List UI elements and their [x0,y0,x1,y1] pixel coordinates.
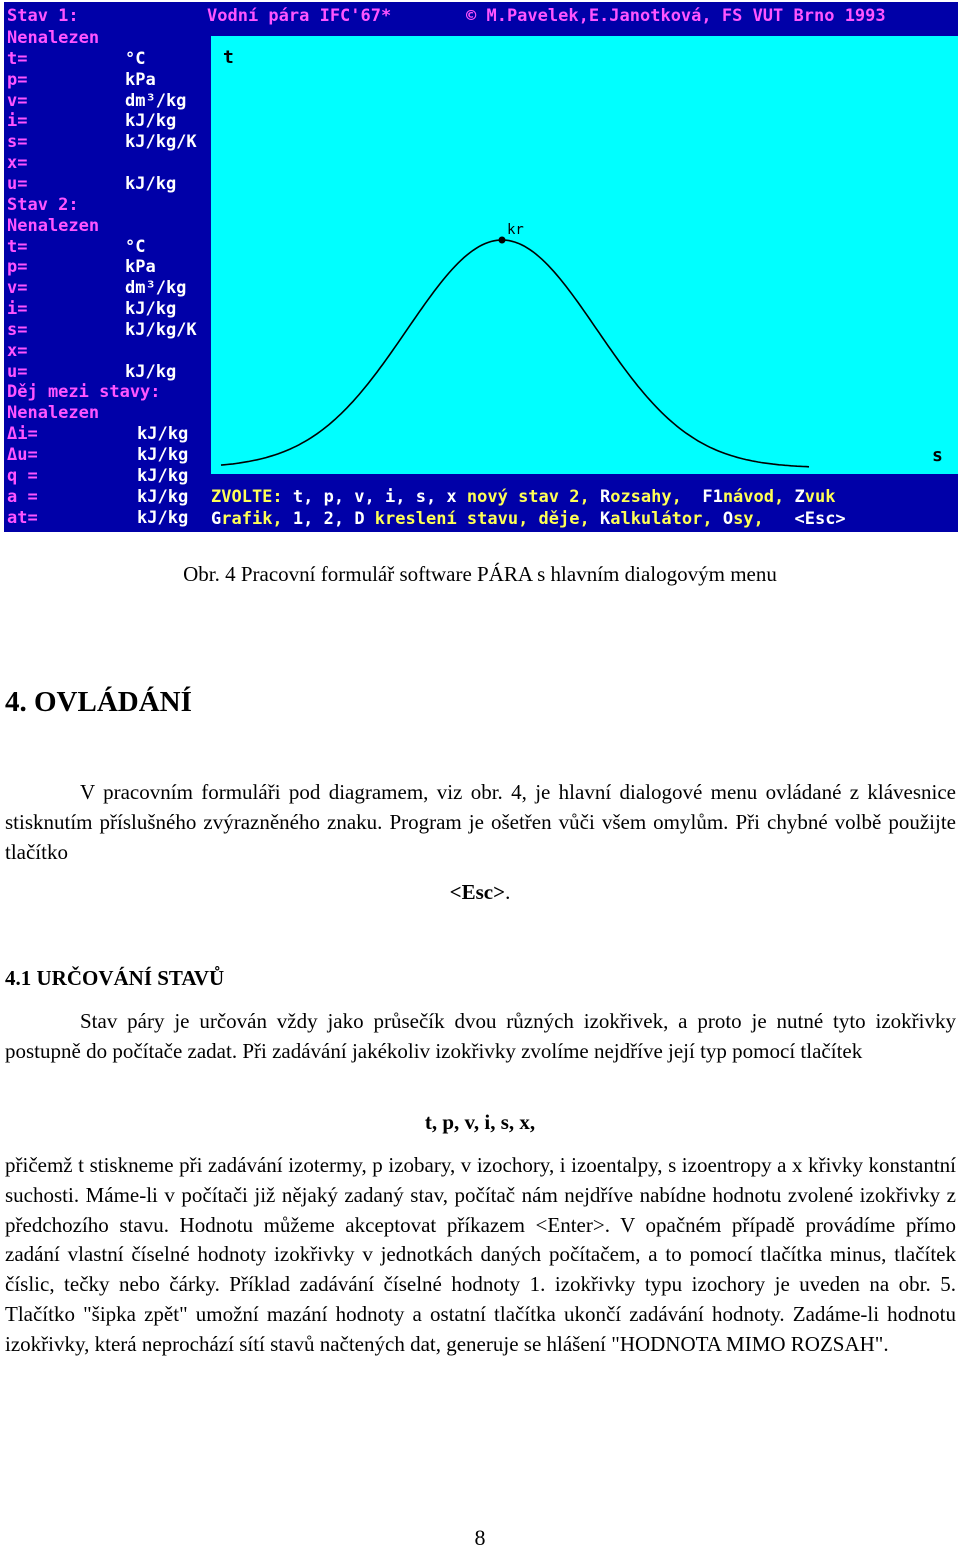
program-title: Vodní pára IFC'67* [207,6,392,26]
menu-text: ZVOLTE: [211,487,293,507]
menu-hotkey[interactable]: t, p, v, i, s, x [292,487,467,507]
state1-value-row [7,111,211,132]
subsection-heading: 4.1 URČOVÁNÍ STAVŮ [5,966,225,990]
state2-value-row [7,320,211,341]
process-value-unit: kJ/kg [137,424,189,445]
process-value-label: q = [7,465,38,486]
state2-value-label: s= [7,319,28,340]
process-heading-row [7,382,211,403]
state1-value-unit: kJ/kg [125,173,177,194]
authors-title: © M.Pavelek,E.Janotková, FS VUT Brno 1993 [466,6,886,26]
esc-key-line [0,880,960,905]
menu-text: návod, [722,487,795,507]
process-value-row [7,487,211,508]
menu-hotkey[interactable]: G [211,509,222,529]
y-axis-label: t [223,47,234,68]
state1-value-unit: °C [125,48,146,69]
state2-value-label: x= [7,340,28,361]
state2-value-row [7,257,211,278]
state2-value-label: u= [7,361,28,382]
critical-point-marker [499,237,506,244]
ts-diagram [211,36,958,474]
paragraph-2: Stav páry je určován vždy jako průsečík dvou různých izokřivek, a proto je nutné tyto izokřivky postupně do počítače zadat. Při zadávání jakékoliv izokřivky zvolíme nejdříve její typ pomocí tlačítek [5,1009,956,1063]
state1-title: Stav 1: [7,6,79,26]
saturation-curve [221,240,809,467]
state1-value-label: s= [7,132,28,153]
menu-hotkey[interactable]: O [722,509,734,529]
paragraph-3: přičemž t stiskneme při zadávání izotermy, p izobary, v izochory, i izoentalpy, s izoentropy a x křivky konstantní suchosti. Máme-li v počítači již nějaký zadaný stav, počítač nám nejdříve nabídne hodnotu zvolené izokřivky z předchozího stavu. Hodnotu můžeme akceptovat příkazem <Enter>. V opačném případě provádíme přímo zadání vlastní číselné hodnoty izokřivky v jednotkách daných počítačem, a to pomocí tlačítka minus, tlačítek číslic, tečky nebo čárky. Příklad zadávání číselné hodnoty 1. izokřivky typu izochory je uveden na obr. 5. Tlačítko "šipka zpět" umožní mazání hodnoty a ostatní tlačítka ukončí zadávání hodnoty. Zadáme-li hodnotu izokřivky, která neprochází sítí stavů načtených dat, generuje se hlášení "HODNOTA MIMO ROZSAH". [5,1153,956,1356]
state2-status-row [7,216,211,237]
state2-value-row [7,278,211,299]
menu-hotkey[interactable]: Z [794,487,805,507]
process-value-row [7,466,211,487]
state2-value-unit: kJ/kg [125,299,177,320]
section-heading: 4. OVLÁDÁNÍ [5,686,192,718]
state1-value-label: v= [7,90,28,111]
state2-value-unit: kPa [125,257,156,278]
state1-value-row [7,49,211,70]
state1-value-label: p= [7,69,28,90]
state2-heading-row [7,195,211,216]
x-axis-label: s [932,445,943,466]
process-value-row [7,424,211,445]
menu-hotkey[interactable]: 1, 2, D [292,509,375,529]
keys-line: t, p, v, i, s, x, [424,1110,536,1134]
figure-caption: Obr. 4 Pracovní formulář software PÁRA s hlavním dialogovým menu [183,562,777,586]
state1-value-unit: kPa [125,69,156,90]
process-value-row [7,445,211,466]
process-value-label: a = [7,486,38,507]
state-panel [7,28,211,532]
state1-value-unit: kJ/kg [125,111,177,132]
process-value-unit: kJ/kg [137,465,189,486]
state2-value-label: i= [7,299,28,320]
state2-value-label: p= [7,257,28,278]
state2-status: Nenalezen [7,215,100,236]
state2-value-unit: kJ/kg [125,361,177,382]
esc-key: <Esc> [449,880,506,904]
esc-suffix: . [505,880,511,904]
state1-value-row [7,91,211,112]
state1-value-row [7,70,211,91]
process-status-row [7,403,211,424]
menu-text: kreslení stavu, děje, [374,509,600,529]
page-number: 8 [474,1525,486,1550]
state1-value-row [7,132,211,153]
menu-text: rafik, [221,509,293,529]
state2-value-row [7,237,211,258]
menu-hotkey[interactable]: <Esc> [794,509,846,529]
process-value-row [7,508,211,529]
menu-hotkey[interactable]: K [599,509,611,529]
state1-value-label: i= [7,111,28,132]
main-menu [211,486,958,532]
menu-text: nový stav 2, [466,487,600,507]
dos-screenshot [4,2,958,532]
state2-value-row [7,299,211,320]
state2-value-unit: °C [125,236,146,257]
process-value-unit: kJ/kg [137,486,189,507]
state1-status-row [7,28,211,49]
process-value-label: Δi= [7,424,38,445]
menu-hotkey[interactable]: F1 [702,487,723,507]
menu-line-2 [211,509,846,530]
paragraph-1: V pracovním formuláři pod diagramem, viz obr. 4, je hlavní dialogové menu ovládané z klávesnice stisknutím příslušného zvýrazněného znaku. Program je ošetřen vůči všem omylům. Při chybné volbě použijte tlačítko [5,780,956,864]
state2-value-label: t= [7,236,28,257]
menu-line-1 [211,487,835,508]
state2-value-row [7,341,211,362]
critical-point-label: kr [507,222,524,238]
menu-text: vuk [804,487,836,507]
state1-value-label: x= [7,153,28,174]
state2-heading: Stav 2: [7,194,79,215]
process-value-unit: kJ/kg [137,445,189,465]
menu-text: ozsahy, [610,487,703,507]
process-value-label: at= [7,507,38,528]
state1-value-row [7,153,211,174]
state1-value-row [7,174,211,195]
state1-value-unit: kJ/kg/K [125,132,197,153]
menu-text: sy, [733,509,795,529]
process-heading: Děj mezi stavy: [7,382,161,403]
menu-text: alkulátor, [610,509,723,529]
state1-value-label: u= [7,173,28,194]
state1-value-label: t= [7,48,28,69]
menu-hotkey[interactable]: R [599,487,611,507]
state2-value-unit: kJ/kg/K [125,319,197,340]
state2-value-row [7,362,211,383]
state1-status: Nenalezen [7,28,100,48]
process-value-unit: kJ/kg [137,507,189,528]
state2-value-unit: dm³/kg [125,278,187,299]
process-value-label: Δu= [7,445,38,465]
title-bar [4,6,958,28]
saturation-curve-svg [211,36,958,474]
state1-value-unit: dm³/kg [125,90,187,111]
state2-value-label: v= [7,278,28,299]
process-status: Nenalezen [7,403,100,424]
